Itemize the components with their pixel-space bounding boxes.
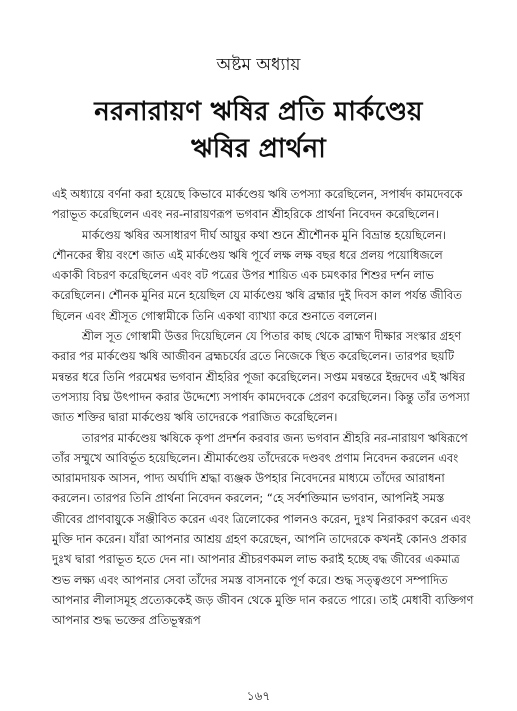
summary-paragraph: মার্কণ্ডেয় ঋষির অসাধারণ দীর্ঘ আয়ুর কথা শুনে শ্রীশৌনক মুনি বিভ্রান্ত হয়েছিলেন। শৌনকের স্বীয় বংশে জাত এই মার্কণ্ডেয় ঋষি পূর্বে লক্ষ লক্ষ বছর ধরে প্রলয় পয়োধিজলে একাকী বিচরণ করেছিলেন এবং বট পত্রের উপর শায়িত এক চমৎকার শিশুর দর্শন লাভ করেছিলেন। শৌনক মুনির মনে হয়েছিল যে মার্কণ্ডেয় ঋষি ব্রহ্মার দুই দিবস কাল পর্যন্ত জীবিত ছিলেন এবং শ্রীসূত গোস্বামীকে তিনি একথা ব্যাখ্যা করে শুনাতে বললেন।: [52, 227, 462, 323]
chapter-title-line-1: নরনারায়ণ ঋষির প্রতি মার্কণ্ডেয়: [94, 97, 423, 127]
summary-paragraph: শ্রীল সূত গোস্বামী উত্তর দিয়েছিলেন যে পিতার কাছ থেকে ব্রাহ্মণ দীক্ষার সংস্কার গ্রহণ করার পর মার্কণ্ডেয় ঋষি আজীবন ব্রহ্মচর্যের ব্রতে নিজেকে স্থিত করেছিলেন। তারপর ছয়টি মন্বন্তর ধরে তিনি পরমেশ্বর ভগবান শ্রীহরির পূজা করেছিলেন। সপ্তম মন্বন্তরে ইন্দ্রদেব এই ঋষির তপস্যায় বিঘ্ন উৎপাদন করার উদ্দেশ্যে সপার্ষদ কামদেবকে প্রেরণ করেছিলেন। কিন্তু তাঁর তপস্যা জাত শক্তির দ্বারা মার্কণ্ডেয় ঋষি তাদেরকে পরাজিত করেছিলেন।: [52, 329, 470, 425]
summary-paragraph: এই অধ্যায়ে বর্ণনা করা হয়েছে কিভাবে মার্কণ্ডেয় ঋষি তপস্যা করেছিলেন, সপার্ষদ কামদেবকে পরাভূত করেছিলেন এবং নর-নারায়ণরূপ ভগবান শ্রীহরিকে প্রার্থনা নিবেদন করেছিলেন।: [52, 187, 463, 222]
summary-paragraph: তারপর মার্কণ্ডেয় ঋষিকে কৃপা প্রদর্শন করবার জন্য ভগবান শ্রীহরি নর-নারায়ণ ঋষিরূপে তাঁর সম্মুখে আবির্ভূত হয়েছিলেন। শ্রীমার্কণ্ডেয় তাঁদেরকে দণ্ডবৎ প্রণাম নিবেদন করলেন এবং আরামদায়ক আসন, পাদ্য অর্ঘাদি শ্রদ্ধা ব্যঞ্জক উপহার নিবেদনের মাধ্যমে তাঁদের আরাধনা করলেন। তারপর তিনি প্রার্থনা নিবেদন করলেন; “হে সর্বশক্তিমান ভগবান, আপনিই সমস্ত জীবের প্রাণবায়ুকে সঞ্জীবিত করেন এবং ত্রিলোকের পালনও করেন, দুঃখ নিরাকরণ করেন এবং মুক্তি দান করেন। যাঁরা আপনার আশ্রয় গ্রহণ করেছেন, আপনি তাদেরকে কখনই কোনও প্রকার দুঃখ দ্বারা পরাভূত হতে দেন না। আপনার শ্রীচরণকমল লাভ করাই হচ্ছে বদ্ধ জীবের একমাত্র শুভ লক্ষ্য এবং আপনার সেবা তাঁদের সমস্ত বাসনাকে পূর্ণ করে। শুদ্ধ সত্ত্বগুণে সম্পাদিত আপনার লীলাসমূহ প্রত্যেককেই জড় জীবন থেকে মুক্তি দান করতে পারে। তাই মেধাবী ব্যক্তিগণ আপনার শুদ্ধ ভক্তের প্রতিভূস্বরূপ: [52, 430, 474, 628]
chapter-title: [20, 94, 497, 168]
page-number: ১৬৭: [246, 689, 271, 703]
chapter-label: অষ্টম অধ্যায়: [216, 55, 301, 75]
chapter-summary: [52, 184, 477, 631]
chapter-title-line-2: ঋষির প্রার্থনা: [191, 134, 326, 164]
